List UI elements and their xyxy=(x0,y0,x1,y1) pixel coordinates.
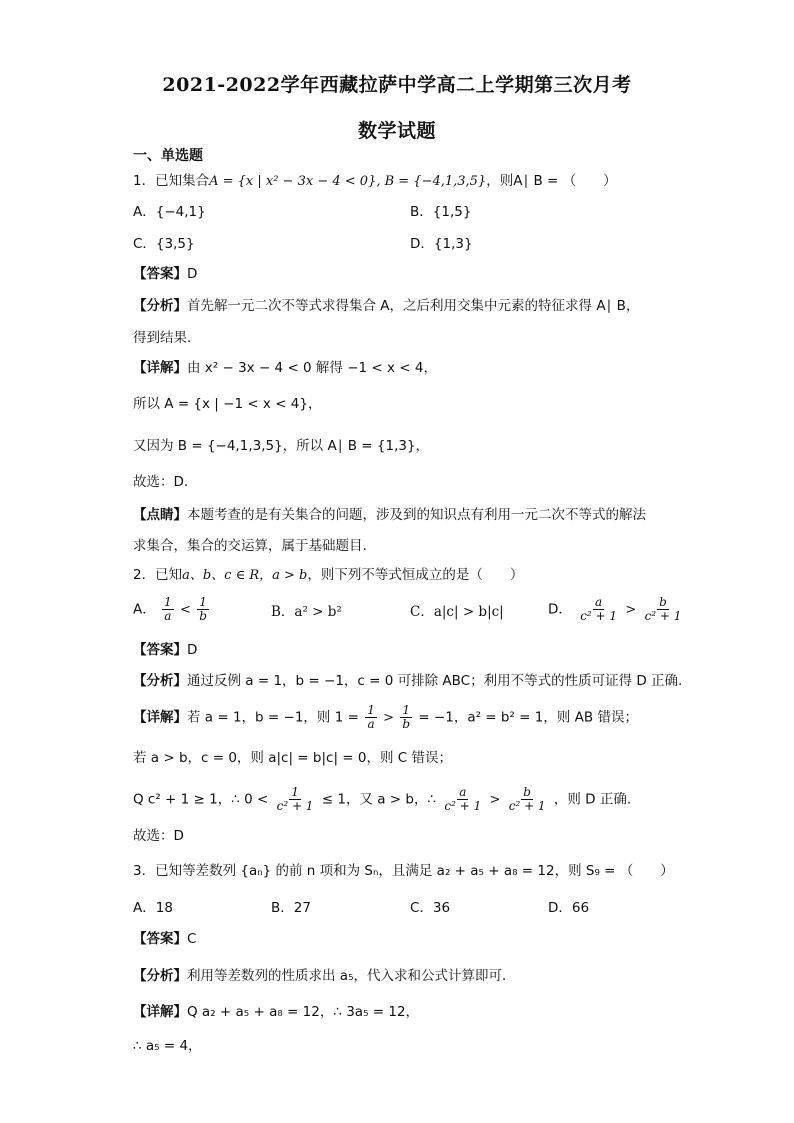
numerator: 1 xyxy=(402,703,410,717)
q2-option-d xyxy=(548,596,685,623)
comment-tag: 【点睛】 xyxy=(133,507,187,523)
q2-option-d-operator: > xyxy=(625,602,637,618)
q2-analysis-line-1 xyxy=(133,671,682,691)
q1-option-d: D．{1,3} xyxy=(410,236,473,252)
q3-option-b: B．27 xyxy=(271,900,311,916)
q1-option-b: B．{1,5} xyxy=(410,204,472,220)
page-title: 2021-2022学年西藏拉萨中学高二上学期第三次月考 xyxy=(162,74,632,96)
q2-option-a-fraction-2 xyxy=(197,596,209,623)
denominator: c² + 1 xyxy=(444,799,482,813)
detail-text: 若 a = 1，b = −1，则 1 = xyxy=(187,709,359,726)
detail-tag: 【详解】 xyxy=(133,360,187,376)
answer-value: D xyxy=(187,642,198,658)
denominator: b xyxy=(402,717,411,731)
q1-detail-line-1 xyxy=(133,358,437,378)
q2-option-d-fraction-1 xyxy=(578,596,619,623)
q2-option-a-fraction-1 xyxy=(162,596,174,623)
q2-option-a-label: A． xyxy=(133,601,156,618)
numerator: 1 xyxy=(164,595,172,609)
q3-analysis-line-1 xyxy=(133,966,515,986)
q2-option-c: C．a|c| > b|c| xyxy=(410,604,504,620)
detail-tag: 【详解】 xyxy=(133,1004,187,1020)
q3-stem: 3．已知等差数列 {aₙ} 的前 n 项和为 Sₙ，且满足 a₂ + a₅ + a₈ = 12，则 S₉ = （ ） xyxy=(133,863,674,879)
numerator: a xyxy=(459,785,467,799)
detail-text: ≤ 1，又 a > b，∴ xyxy=(321,791,437,808)
analysis-text: 通过反例 a = 1，b = −1，c = 0 可排除 ABC；利用不等式的性质可证得 D 正确. xyxy=(187,673,683,689)
detail-tag: 【详解】 xyxy=(133,709,187,726)
q3-answer xyxy=(133,929,196,949)
numerator: b xyxy=(523,785,531,799)
q2-stem-math: a、b、c ∈ R，a > b xyxy=(182,568,308,583)
detail-text: = −1，a² = b² = 1，则 AB 错误； xyxy=(418,709,638,726)
denominator: c² + 1 xyxy=(580,609,618,623)
analysis-tag: 【分析】 xyxy=(133,968,187,984)
detail-fraction-2 xyxy=(442,786,483,813)
detail-fraction-2 xyxy=(400,704,412,731)
denominator: a xyxy=(164,609,172,623)
detail-text: Q c² + 1 ≥ 1，∴ 0 < xyxy=(133,791,269,808)
numerator: 1 xyxy=(291,785,299,799)
numerator: 1 xyxy=(199,595,207,609)
q3-detail-line-2: ∴ a₅ = 4， xyxy=(133,1038,202,1054)
detail-fraction-1 xyxy=(275,786,316,813)
q2-option-a-operator: < xyxy=(179,602,191,618)
operator: > xyxy=(383,710,395,726)
q2-option-b: B．a² > b² xyxy=(271,604,342,620)
page-subtitle: 数学试题 xyxy=(357,120,436,142)
denominator: a xyxy=(367,717,375,731)
detail-text: Q a₂ + a₅ + a₈ = 12，∴ 3a₅ = 12， xyxy=(187,1004,420,1020)
analysis-tag: 【分析】 xyxy=(133,298,187,314)
q1-comment-line-1 xyxy=(133,505,646,525)
denominator: b xyxy=(199,609,207,623)
q1-option-a: A．{−4,1} xyxy=(133,204,206,220)
detail-fraction-1 xyxy=(365,704,377,731)
q3-option-a: A．18 xyxy=(133,900,173,916)
comment-text: 本题考查的是有关集合的问题，涉及到的知识点有利用一元二次不等式的解法 xyxy=(187,507,646,523)
q1-option-c: C．{3,5} xyxy=(133,236,195,252)
q1-stem-math: A = {x | x² − 3x − 4 < 0}, B = {−4,1,3,5} xyxy=(209,174,487,189)
answer-tag: 【答案】 xyxy=(133,642,187,658)
denominator: c² + 1 xyxy=(644,609,682,623)
q2-stem-prefix: 2．已知 xyxy=(133,567,183,583)
q1-detail-line-3: 又因为 B = {−4,1,3,5}，所以 A∣ B = {1,3}， xyxy=(133,438,430,454)
detail-text: ，则 D 正确. xyxy=(553,791,632,808)
q2-answer xyxy=(133,640,197,660)
q2-stem-suffix: ，则下列不等式恒成立的是（ ） xyxy=(307,567,524,583)
operator: > xyxy=(489,792,501,808)
q3-detail-line-1 xyxy=(133,1002,419,1022)
analysis-tag: 【分析】 xyxy=(133,673,187,689)
answer-value: C xyxy=(187,931,197,947)
answer-value: D xyxy=(187,266,198,282)
q2-option-a xyxy=(133,596,211,623)
q2-detail-line-1 xyxy=(133,704,638,731)
q2-option-d-fraction-2 xyxy=(643,596,684,623)
detail-fraction-3 xyxy=(507,786,548,813)
q2-stem xyxy=(133,565,523,586)
answer-tag: 【答案】 xyxy=(133,931,187,947)
answer-tag: 【答案】 xyxy=(133,266,187,282)
numerator: b xyxy=(659,595,667,609)
q1-stem xyxy=(133,171,617,192)
q1-detail-line-4: 故选：D. xyxy=(133,474,189,490)
numerator: a xyxy=(595,595,603,609)
q1-stem-prefix: 1．已知集合 xyxy=(133,173,210,189)
analysis-text: 利用等差数列的性质求出 a₅，代入求和公式计算即可． xyxy=(187,968,516,984)
q1-comment-line-2: 求集合，集合的交运算，属于基础题目. xyxy=(133,538,367,554)
q1-analysis-line-2: 得到结果. xyxy=(133,330,192,346)
analysis-text: 首先解一元二次不等式求得集合 A，之后利用交集中元素的特征求得 A∣ B， xyxy=(187,298,640,314)
q2-detail-line-4: 故选：D xyxy=(133,828,184,844)
denominator: c² + 1 xyxy=(508,799,546,813)
q1-analysis-line-1 xyxy=(133,296,639,316)
denominator: c² + 1 xyxy=(276,799,314,813)
q1-detail-line-2: 所以 A = {x | −1 < x < 4}， xyxy=(133,396,322,412)
section-heading: 一、单选题 xyxy=(133,148,203,164)
q2-detail-line-2: 若 a > b，c = 0，则 a|c| = b|c| = 0，则 C 错误； xyxy=(133,750,452,766)
q3-option-c: C．36 xyxy=(410,900,451,916)
q2-option-d-label: D． xyxy=(548,601,572,618)
q1-stem-suffix: ，则A∣ B = （ ） xyxy=(486,173,617,189)
q1-answer xyxy=(133,264,197,284)
numerator: 1 xyxy=(367,703,375,717)
q3-option-d: D．66 xyxy=(548,900,590,916)
detail-text: 由 x² − 3x − 4 < 0 解得 −1 < x < 4， xyxy=(187,360,437,376)
q2-detail-line-3 xyxy=(133,786,631,813)
